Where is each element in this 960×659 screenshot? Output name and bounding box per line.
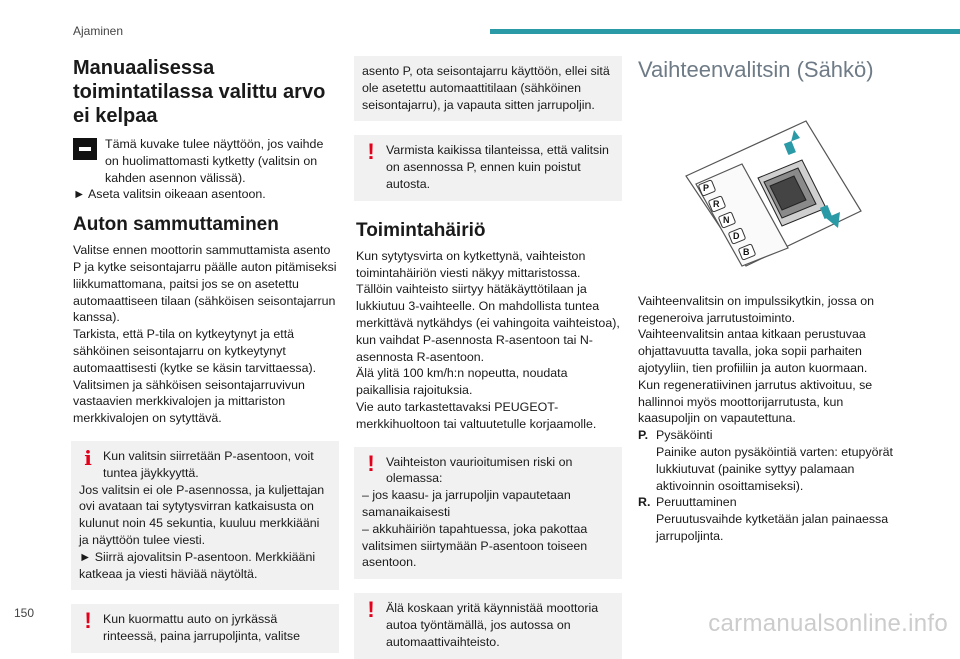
watermark: carmanualsonline.info (708, 610, 948, 637)
mode-reverse-key: R. (638, 495, 651, 510)
warning-box-continued-text: asento P, ota seisontajarru käyttöön, ellei sitä ole asetettu automaattitilaan (sähköinen seisontajarru), ja vapauta sitten jarrupoljin. (362, 64, 610, 112)
selector-label-p: P (703, 183, 710, 193)
info-box-park (71, 441, 339, 590)
selector-label-r: R (713, 199, 720, 209)
selector-line: Vaihteenvalitsin antaa kitkaan perustuvaa ohjattavuutta tavalla, joka sopii parhaiten ajotyyliin, tien profiiliin ja auton kuormaan. (638, 327, 868, 375)
warning-box-gearbox-damage (354, 447, 622, 580)
warning-box-park-check-text: Varmista kaikissa tilanteissa, että valitsin on asennossa P, ennen kuin poistut autosta. (386, 143, 609, 191)
gear-selector-illustration (676, 116, 866, 266)
malfunction-line: Vie auto tarkastettavaksi PEUGEOT-merkkihuoltoon tai valtuutetulle korjaamolle. (356, 399, 597, 431)
malfunction-line: Tällöin vaihteisto siirtyy hätäkäyttötilaan ja lukkiutuu 3-vaihteelle. On mahdollista tuntea merkittävä nytkähdys (ei vahingoita vaihteistoa), kun vaihdat P-asennosta R-asentoon tai N-asennosta R-asentoon. (356, 282, 620, 364)
warning-icon: ! (367, 450, 375, 476)
warning-box-slope (71, 604, 339, 653)
manual-mode-icon-row (73, 136, 339, 186)
mode-park (638, 427, 908, 444)
warning-box-push-start-text: Älä koskaan yritä käynnistää moottoria autoa työntämällä, jos autossa on automaattivaihteisto. (386, 601, 599, 649)
shutdown-text (73, 242, 339, 427)
shutdown-line: Tarkista, että P-tila on kytkeytynyt ja että sähköinen seisontajarru on kytkeytynyt automaattisesti (kytke se käsin tarvittaessa). (73, 327, 317, 375)
shutdown-line: Valitsimen ja sähköisen seisontajarruvivun vastaavien merkkivalojen ja mittariston merkkivalojen on sytyttävä. (73, 377, 305, 426)
warning-box-park-check (354, 135, 622, 200)
shutdown-line: P ja kytke seisontajarru päälle auton pitämiseksi liikkumattomana, paitsi jos se on asetettu automaattiseen tilaan (sähköisen seisontajarrun kanssa). (73, 259, 337, 325)
selector-description (638, 293, 908, 427)
selector-line: Vaihteenvalitsin on impulssikytkin, jossa on regeneroiva jarrutustoiminto. (638, 293, 874, 325)
selector-label-n: N (723, 215, 730, 225)
warning-icon: ! (84, 608, 92, 634)
column-1 (73, 56, 339, 653)
warning-box-gearbox-line: – akkuhäiriön tapahtuessa, joka pakottaa valitsimen siirtymään P-asentoon toiseen asentoon. (362, 521, 588, 570)
header-section-title: Ajaminen (73, 24, 124, 38)
info-box-line: Jos valitsin ei ole P-asennossa, ja kuljettajan ovi avataan tai sytytysvirran katkaisusta on kulunut noin 45 sekuntia, kuuluu merkkiääni ja näyttöön tulee viesti. (79, 482, 325, 547)
heading-malfunction: Toimintahäiriö (356, 219, 486, 241)
heading-manual-mode-invalid: Manuaalisessa toimintatilassa valittu arvo ei kelpaa (73, 57, 326, 127)
warning-box-push-start (354, 593, 622, 658)
heading-gear-selector: Vaihteenvalitsin (Sähkö) (638, 57, 874, 82)
warning-icon: ! (367, 139, 375, 165)
column-3 (638, 56, 908, 545)
info-icon: i (84, 445, 92, 470)
minus-icon (73, 138, 97, 160)
mode-park-desc: Painike auton pysäköintiä varten: etupyörät lukkiutuvat (painike syttyy palamaan aktivoinnin osoittamiseksi). (656, 444, 893, 493)
selector-line: Kun regeneratiivinen jarrutus aktivoituu, se hallinnoi myös moottorijarrutusta, kun kaasupoljin on vapautettuna. (638, 377, 873, 426)
malfunction-line: Kun sytytysvirta on kytkettynä, vaihteiston toimintahäiriön viesti näkyy mittaristossa. (356, 248, 586, 280)
selector-label-d: D (733, 231, 740, 241)
warning-box-gearbox-line: – jos kaasu- ja jarrupoljin vapautetaan samanaikaisesti (362, 488, 571, 519)
mode-park-name: Pysäköinti (656, 428, 713, 443)
page-number: 150 (14, 606, 35, 620)
shutdown-line: Valitse ennen moottorin sammuttamista asento (73, 243, 331, 258)
heading-shutdown: Auton sammuttaminen (73, 214, 279, 236)
manual-mode-icon-text: Tämä kuvake tulee näyttöön, jos vaihde on huolimattomasti kytketty (valitsin on kahden asennon välissä). (105, 137, 324, 185)
malfunction-text (356, 248, 622, 433)
info-box-line: ► Siirrä ajovalitsin P-asentoon. Merkkiääni katkeaa ja viesti häviää näytöltä. (79, 549, 316, 581)
selector-label-b: B (743, 247, 750, 257)
column-2 (356, 56, 622, 659)
warning-icon: ! (367, 597, 375, 623)
warning-box-slope-continued (354, 56, 622, 121)
warning-box-gearbox-head: Vaihteiston vaurioitumisen riski on olemassa: (386, 454, 573, 486)
mode-reverse-desc: Peruutusvaihde kytketään jalan painaessa jarrupoljinta. (656, 512, 889, 543)
mode-reverse (638, 494, 908, 511)
warning-box-slope-text: Kun kuormattu auto on jyrkässä rinteessä, paina jarrupoljinta, valitse (103, 612, 300, 644)
malfunction-line: Älä ylitä 100 km/h:n nopeutta, noudata paikallisia rajoituksia. (356, 366, 568, 398)
header-accent-bar (490, 29, 960, 34)
mode-park-key: P. (638, 428, 649, 443)
mode-reverse-name: Peruuttaminen (656, 495, 737, 510)
manual-mode-action: ► Aseta valitsin oikeaan asentoon. (73, 187, 266, 202)
info-box-head: Kun valitsin siirretään P-asentoon, voit tuntea jäykkyyttä. (103, 448, 314, 480)
